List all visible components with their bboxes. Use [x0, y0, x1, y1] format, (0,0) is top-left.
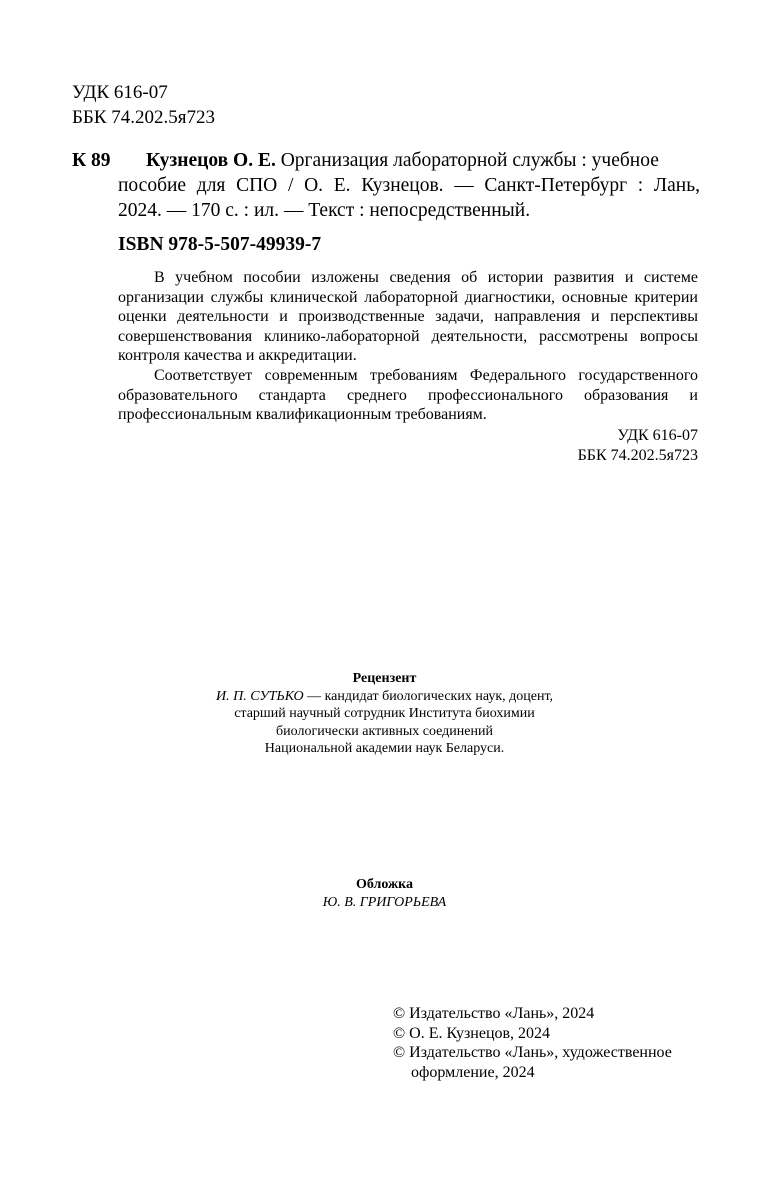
reviewer-name: И. П. СУТЬКО — [215, 688, 304, 704]
cover-heading: Обложка — [355, 877, 414, 892]
udk-code-bottom: УДК 616-07 — [617, 427, 698, 444]
author-mark: К 89 — [72, 150, 111, 171]
reviewer-line-4: Национальной академии наук Беларуси. — [264, 741, 505, 756]
cover-designer-name: Ю. В. ГРИГОРЬЕВА — [322, 894, 447, 910]
classification-codes-bottom — [578, 426, 698, 465]
reviewer-line-1 — [0, 688, 769, 706]
reviewer-block — [0, 670, 769, 758]
title-line-1: Организация лабораторной службы : учебное — [280, 150, 659, 171]
bibliographic-description — [118, 148, 700, 223]
biblio-line-3: 2024. — 170 с. : ил. — Текст : непосредственный. — [118, 200, 531, 221]
classification-codes-top — [72, 80, 215, 130]
reviewer-line-3: биологически активных соединений — [276, 723, 493, 739]
cover-designer-block — [0, 876, 769, 911]
bbk-code-bottom: ББК 74.202.5я723 — [577, 446, 698, 464]
author-name: Кузнецов О. Е. — [146, 150, 276, 171]
copyright-line-3: © Издательство «Лань», художественное — [393, 1044, 672, 1062]
annotation-paragraph-2: Соответствует современным требованиям Федерального государственного образовательного стандарта среднего профессионального образования и профессиональным квалификационным требованиям. — [118, 366, 698, 424]
copyright-line-1: © Издательство «Лань», 2024 — [393, 1005, 595, 1022]
annotation-paragraph-1: В учебном пособии изложены сведения об истории развития и системе организации службы клинической лабораторной диагностики, основные критерии оценки деятельности и производственные задачи, направления и перспективы совершенствования клинико-лабораторной деятельности, рассмотрены вопросы контроля качества и аккредитации. — [118, 269, 698, 365]
reviewer-heading: Рецензент — [352, 671, 417, 686]
copyright-line-3-continued: оформление, 2024 — [411, 1063, 535, 1081]
reviewer-credentials: — кандидат биологических наук, доцент, — [303, 688, 554, 704]
biblio-line-1 — [146, 148, 700, 173]
copyright-line-2: © О. Е. Кузнецов, 2024 — [393, 1024, 551, 1042]
udk-code: УДК 616-07 — [72, 82, 168, 103]
isbn: ISBN 978-5-507-49939-7 — [118, 234, 322, 255]
bbk-code: ББК 74.202.5я723 — [72, 107, 215, 128]
bibliographic-entry — [72, 148, 700, 223]
copyright-notices — [393, 1004, 672, 1082]
reviewer-line-2: старший научный сотрудник Института биохимии — [234, 706, 535, 721]
annotation — [118, 268, 698, 425]
biblio-line-2: пособие для СПО / О. Е. Кузнецов. — Санкт-Петербург : Лань, — [118, 175, 700, 196]
